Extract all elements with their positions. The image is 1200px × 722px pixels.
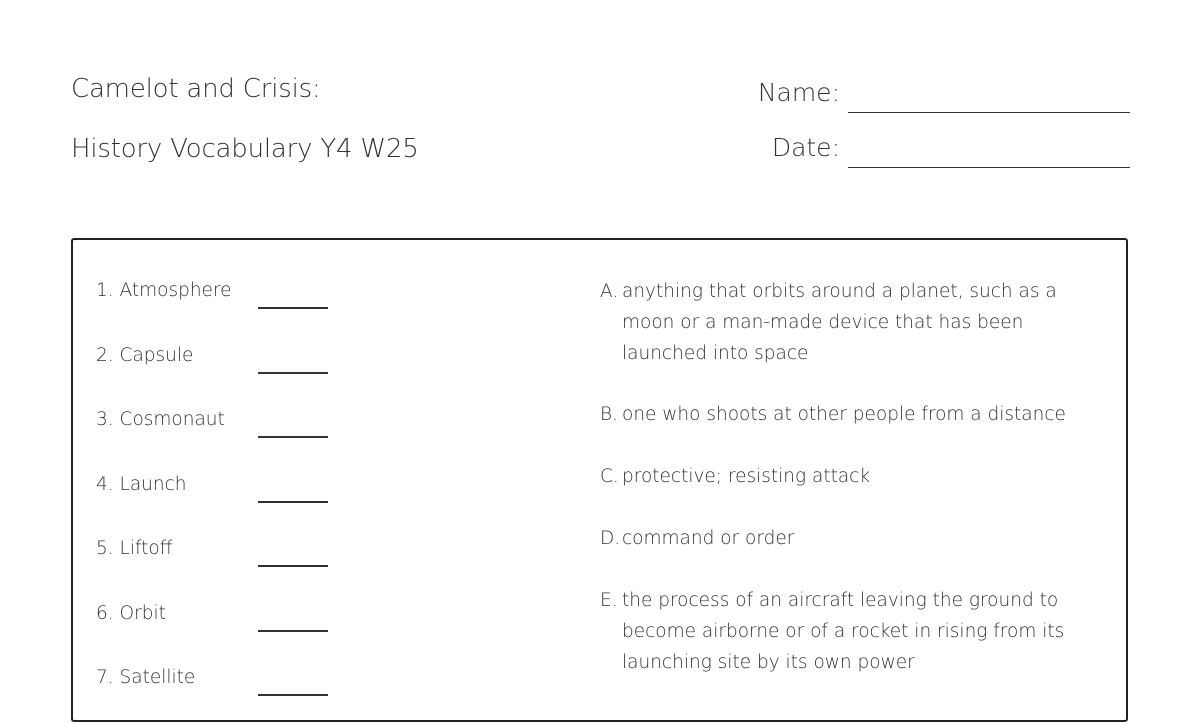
answer-blank[interactable] (258, 565, 328, 567)
worksheet-subtitle: History Vocabulary Y4 W25 (71, 134, 419, 164)
definition-letter: D. (600, 528, 621, 549)
definition-item (600, 461, 1092, 492)
answer-blank[interactable] (258, 372, 328, 374)
definition-letter: B. (600, 404, 618, 425)
term-label: 4. Launch (96, 473, 187, 495)
term-item (96, 474, 336, 504)
term-item (96, 538, 336, 568)
name-label: Name: (757, 78, 840, 107)
definition-letter: E. (600, 590, 618, 611)
answer-blank[interactable] (258, 436, 328, 438)
term-item (96, 345, 336, 375)
term-label: 2. Capsule (96, 344, 194, 366)
date-label: Date: (771, 133, 840, 162)
term-item (96, 280, 336, 310)
date-field[interactable] (730, 133, 1130, 162)
name-blank-line[interactable] (848, 112, 1130, 113)
answer-blank[interactable] (258, 501, 328, 503)
definition-text: the process of an aircraft leaving the ground to become airborne or of a rocket in rising from its launching site by its own power (622, 590, 1065, 673)
term-label: 3. Cosmonaut (96, 409, 225, 430)
term-item (96, 603, 336, 633)
term-label: 6. Orbit (96, 602, 166, 624)
definition-letter: C. (600, 466, 619, 487)
date-blank-line[interactable] (848, 167, 1130, 168)
answer-blank[interactable] (258, 307, 328, 309)
name-field[interactable] (730, 78, 1130, 107)
definition-item (600, 585, 1092, 678)
definition-letter: A. (600, 281, 619, 302)
definition-text: protective; resisting attack (622, 466, 871, 487)
definition-item (600, 523, 1092, 554)
term-item (96, 409, 336, 439)
definition-text: anything that orbits around a planet, such as a moon or a man-made device that has been launched into space (622, 281, 1057, 364)
term-label: 1. Atmosphere (96, 280, 232, 301)
term-label: 7. Satellite (96, 667, 196, 688)
definition-item (600, 399, 1092, 430)
answer-blank[interactable] (258, 630, 328, 632)
answer-blank[interactable] (258, 694, 328, 696)
term-item (96, 667, 336, 697)
definition-item (600, 276, 1092, 369)
worksheet-title: Camelot and Crisis: (71, 74, 321, 104)
definition-text: command or order (622, 528, 795, 549)
term-label: 5. Liftoff (96, 538, 173, 559)
definition-text: one who shoots at other people from a distance (622, 404, 1066, 425)
